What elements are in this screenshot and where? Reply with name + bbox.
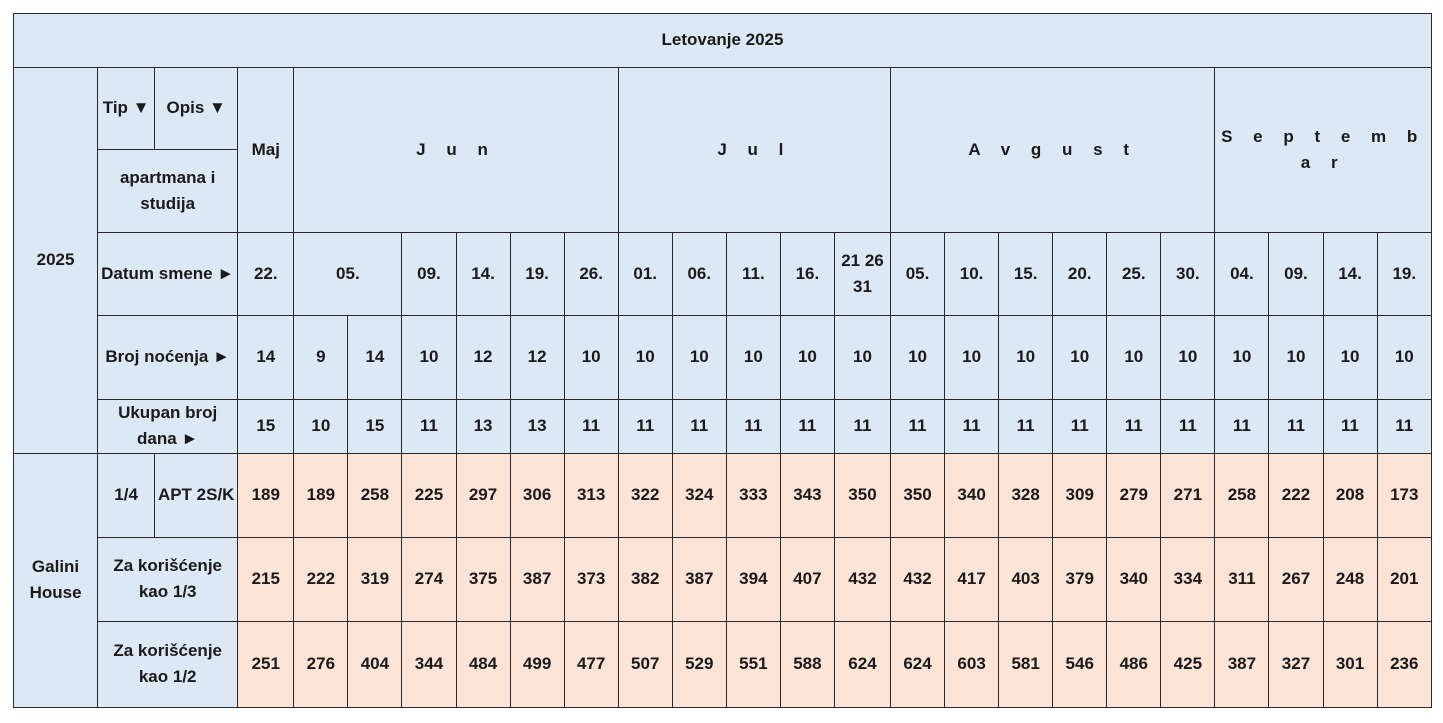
nights-cell: 10 xyxy=(672,316,726,400)
nights-cell: 10 xyxy=(618,316,672,400)
price-cell: 258 xyxy=(348,453,402,537)
nights-cell: 10 xyxy=(834,316,890,400)
price-cell: 267 xyxy=(1269,537,1323,621)
price-cell: 350 xyxy=(891,453,945,537)
nights-cell: 10 xyxy=(726,316,780,400)
price-cell: 477 xyxy=(564,621,618,707)
days-cell: 11 xyxy=(834,400,890,454)
month-maj: Maj xyxy=(238,68,294,233)
price-cell: 603 xyxy=(945,621,999,707)
price-cell: 546 xyxy=(1053,621,1107,707)
usage-label: Za korišćenje kao 1/2 xyxy=(98,621,238,707)
price-cell: 417 xyxy=(945,537,999,621)
days-cell: 11 xyxy=(1053,400,1107,454)
price-cell: 340 xyxy=(1107,537,1161,621)
price-cell: 340 xyxy=(945,453,999,537)
price-cell: 382 xyxy=(618,537,672,621)
days-cell: 11 xyxy=(672,400,726,454)
price-cell: 624 xyxy=(891,621,945,707)
price-cell: 313 xyxy=(564,453,618,537)
price-cell: 334 xyxy=(1161,537,1215,621)
price-cell: 309 xyxy=(1053,453,1107,537)
price-cell: 189 xyxy=(294,453,348,537)
nights-cell: 14 xyxy=(238,316,294,400)
price-cell: 324 xyxy=(672,453,726,537)
price-cell: 379 xyxy=(1053,537,1107,621)
price-cell: 215 xyxy=(238,537,294,621)
price-cell: 328 xyxy=(999,453,1053,537)
apt-opis: APT 2S/K xyxy=(155,453,238,537)
apt-tip: 1/4 xyxy=(98,453,155,537)
price-cell: 344 xyxy=(402,621,456,707)
price-cell: 258 xyxy=(1215,453,1269,537)
days-cell: 13 xyxy=(456,400,510,454)
price-cell: 222 xyxy=(1269,453,1323,537)
price-cell: 432 xyxy=(891,537,945,621)
price-cell: 236 xyxy=(1377,621,1431,707)
date-cell: 22. xyxy=(238,233,294,316)
price-cell: 588 xyxy=(780,621,834,707)
date-cell: 06. xyxy=(672,233,726,316)
month-avgust: A v g u s t xyxy=(891,68,1215,233)
opis-header: Opis ▼ xyxy=(155,68,238,150)
price-cell: 274 xyxy=(402,537,456,621)
date-cell: 25. xyxy=(1107,233,1161,316)
days-cell: 11 xyxy=(999,400,1053,454)
month-jul: J u l xyxy=(618,68,890,233)
nights-cell: 9 xyxy=(294,316,348,400)
price-cell: 333 xyxy=(726,453,780,537)
date-cell: 20. xyxy=(1053,233,1107,316)
nights-cell: 10 xyxy=(1107,316,1161,400)
price-cell: 432 xyxy=(834,537,890,621)
price-cell: 350 xyxy=(834,453,890,537)
apartmana-header: apartmana i studija xyxy=(98,150,238,233)
price-cell: 387 xyxy=(510,537,564,621)
date-cell: 14. xyxy=(456,233,510,316)
days-cell: 11 xyxy=(618,400,672,454)
table-title: Letovanje 2025 xyxy=(14,14,1432,68)
price-cell: 404 xyxy=(348,621,402,707)
nights-cell: 10 xyxy=(1377,316,1431,400)
price-cell: 297 xyxy=(456,453,510,537)
days-cell: 11 xyxy=(1377,400,1431,454)
price-cell: 624 xyxy=(834,621,890,707)
nights-cell: 10 xyxy=(564,316,618,400)
days-cell: 10 xyxy=(294,400,348,454)
date-cell: 01. xyxy=(618,233,672,316)
month-septembar: S e p t e m b a r xyxy=(1215,68,1432,233)
price-cell: 173 xyxy=(1377,453,1431,537)
price-cell: 301 xyxy=(1323,621,1377,707)
broj-nocenja-label: Broj noćenja ► xyxy=(98,316,238,400)
price-cell: 387 xyxy=(672,537,726,621)
price-cell: 225 xyxy=(402,453,456,537)
price-cell: 319 xyxy=(348,537,402,621)
year-label: 2025 xyxy=(14,68,98,454)
days-cell: 11 xyxy=(780,400,834,454)
date-cell: 11. xyxy=(726,233,780,316)
days-cell: 11 xyxy=(891,400,945,454)
nights-cell: 10 xyxy=(891,316,945,400)
nights-cell: 10 xyxy=(1161,316,1215,400)
nights-cell: 10 xyxy=(780,316,834,400)
price-cell: 208 xyxy=(1323,453,1377,537)
days-cell: 11 xyxy=(1323,400,1377,454)
price-cell: 387 xyxy=(1215,621,1269,707)
price-cell: 279 xyxy=(1107,453,1161,537)
price-cell: 343 xyxy=(780,453,834,537)
days-cell: 15 xyxy=(348,400,402,454)
ukupan-broj-dana-label: Ukupan broj dana ► xyxy=(98,400,238,454)
date-cell: 05. xyxy=(294,233,402,316)
price-cell: 271 xyxy=(1161,453,1215,537)
price-cell: 251 xyxy=(238,621,294,707)
days-cell: 11 xyxy=(402,400,456,454)
date-cell: 19. xyxy=(1377,233,1431,316)
days-cell: 11 xyxy=(1215,400,1269,454)
days-cell: 11 xyxy=(945,400,999,454)
price-cell: 189 xyxy=(238,453,294,537)
date-cell: 14. xyxy=(1323,233,1377,316)
nights-cell: 10 xyxy=(945,316,999,400)
days-cell: 11 xyxy=(564,400,618,454)
price-cell: 425 xyxy=(1161,621,1215,707)
price-cell: 276 xyxy=(294,621,348,707)
price-cell: 507 xyxy=(618,621,672,707)
price-cell: 327 xyxy=(1269,621,1323,707)
property-name: Galini House xyxy=(14,453,98,707)
days-cell: 11 xyxy=(726,400,780,454)
nights-cell: 10 xyxy=(1269,316,1323,400)
price-cell: 373 xyxy=(564,537,618,621)
nights-cell: 12 xyxy=(456,316,510,400)
price-cell: 311 xyxy=(1215,537,1269,621)
nights-cell: 14 xyxy=(348,316,402,400)
nights-cell: 10 xyxy=(402,316,456,400)
days-cell: 11 xyxy=(1269,400,1323,454)
price-cell: 581 xyxy=(999,621,1053,707)
days-cell: 11 xyxy=(1161,400,1215,454)
nights-cell: 10 xyxy=(1053,316,1107,400)
usage-label: Za korišćenje kao 1/3 xyxy=(98,537,238,621)
date-cell: 16. xyxy=(780,233,834,316)
month-jun: J u n xyxy=(294,68,618,233)
days-cell: 13 xyxy=(510,400,564,454)
price-cell: 407 xyxy=(780,537,834,621)
date-cell: 09. xyxy=(1269,233,1323,316)
price-table xyxy=(13,13,1432,708)
price-cell: 222 xyxy=(294,537,348,621)
nights-cell: 12 xyxy=(510,316,564,400)
nights-cell: 10 xyxy=(999,316,1053,400)
price-cell: 306 xyxy=(510,453,564,537)
date-cell: 26. xyxy=(564,233,618,316)
price-cell: 486 xyxy=(1107,621,1161,707)
date-cell: 04. xyxy=(1215,233,1269,316)
nights-cell: 10 xyxy=(1215,316,1269,400)
price-cell: 322 xyxy=(618,453,672,537)
date-cell: 15. xyxy=(999,233,1053,316)
price-cell: 484 xyxy=(456,621,510,707)
tip-header: Tip ▼ xyxy=(98,68,155,150)
price-cell: 529 xyxy=(672,621,726,707)
date-cell: 19. xyxy=(510,233,564,316)
nights-cell: 10 xyxy=(1323,316,1377,400)
price-cell: 201 xyxy=(1377,537,1431,621)
price-cell: 248 xyxy=(1323,537,1377,621)
price-cell: 499 xyxy=(510,621,564,707)
date-cell: 09. xyxy=(402,233,456,316)
price-cell: 394 xyxy=(726,537,780,621)
price-cell: 403 xyxy=(999,537,1053,621)
date-cell: 30. xyxy=(1161,233,1215,316)
datum-smene-label: Datum smene ► xyxy=(98,233,238,316)
date-cell: 21 26 31 xyxy=(834,233,890,316)
days-cell: 11 xyxy=(1107,400,1161,454)
date-cell: 05. xyxy=(891,233,945,316)
days-cell: 15 xyxy=(238,400,294,454)
price-cell: 551 xyxy=(726,621,780,707)
price-cell: 375 xyxy=(456,537,510,621)
date-cell: 10. xyxy=(945,233,999,316)
